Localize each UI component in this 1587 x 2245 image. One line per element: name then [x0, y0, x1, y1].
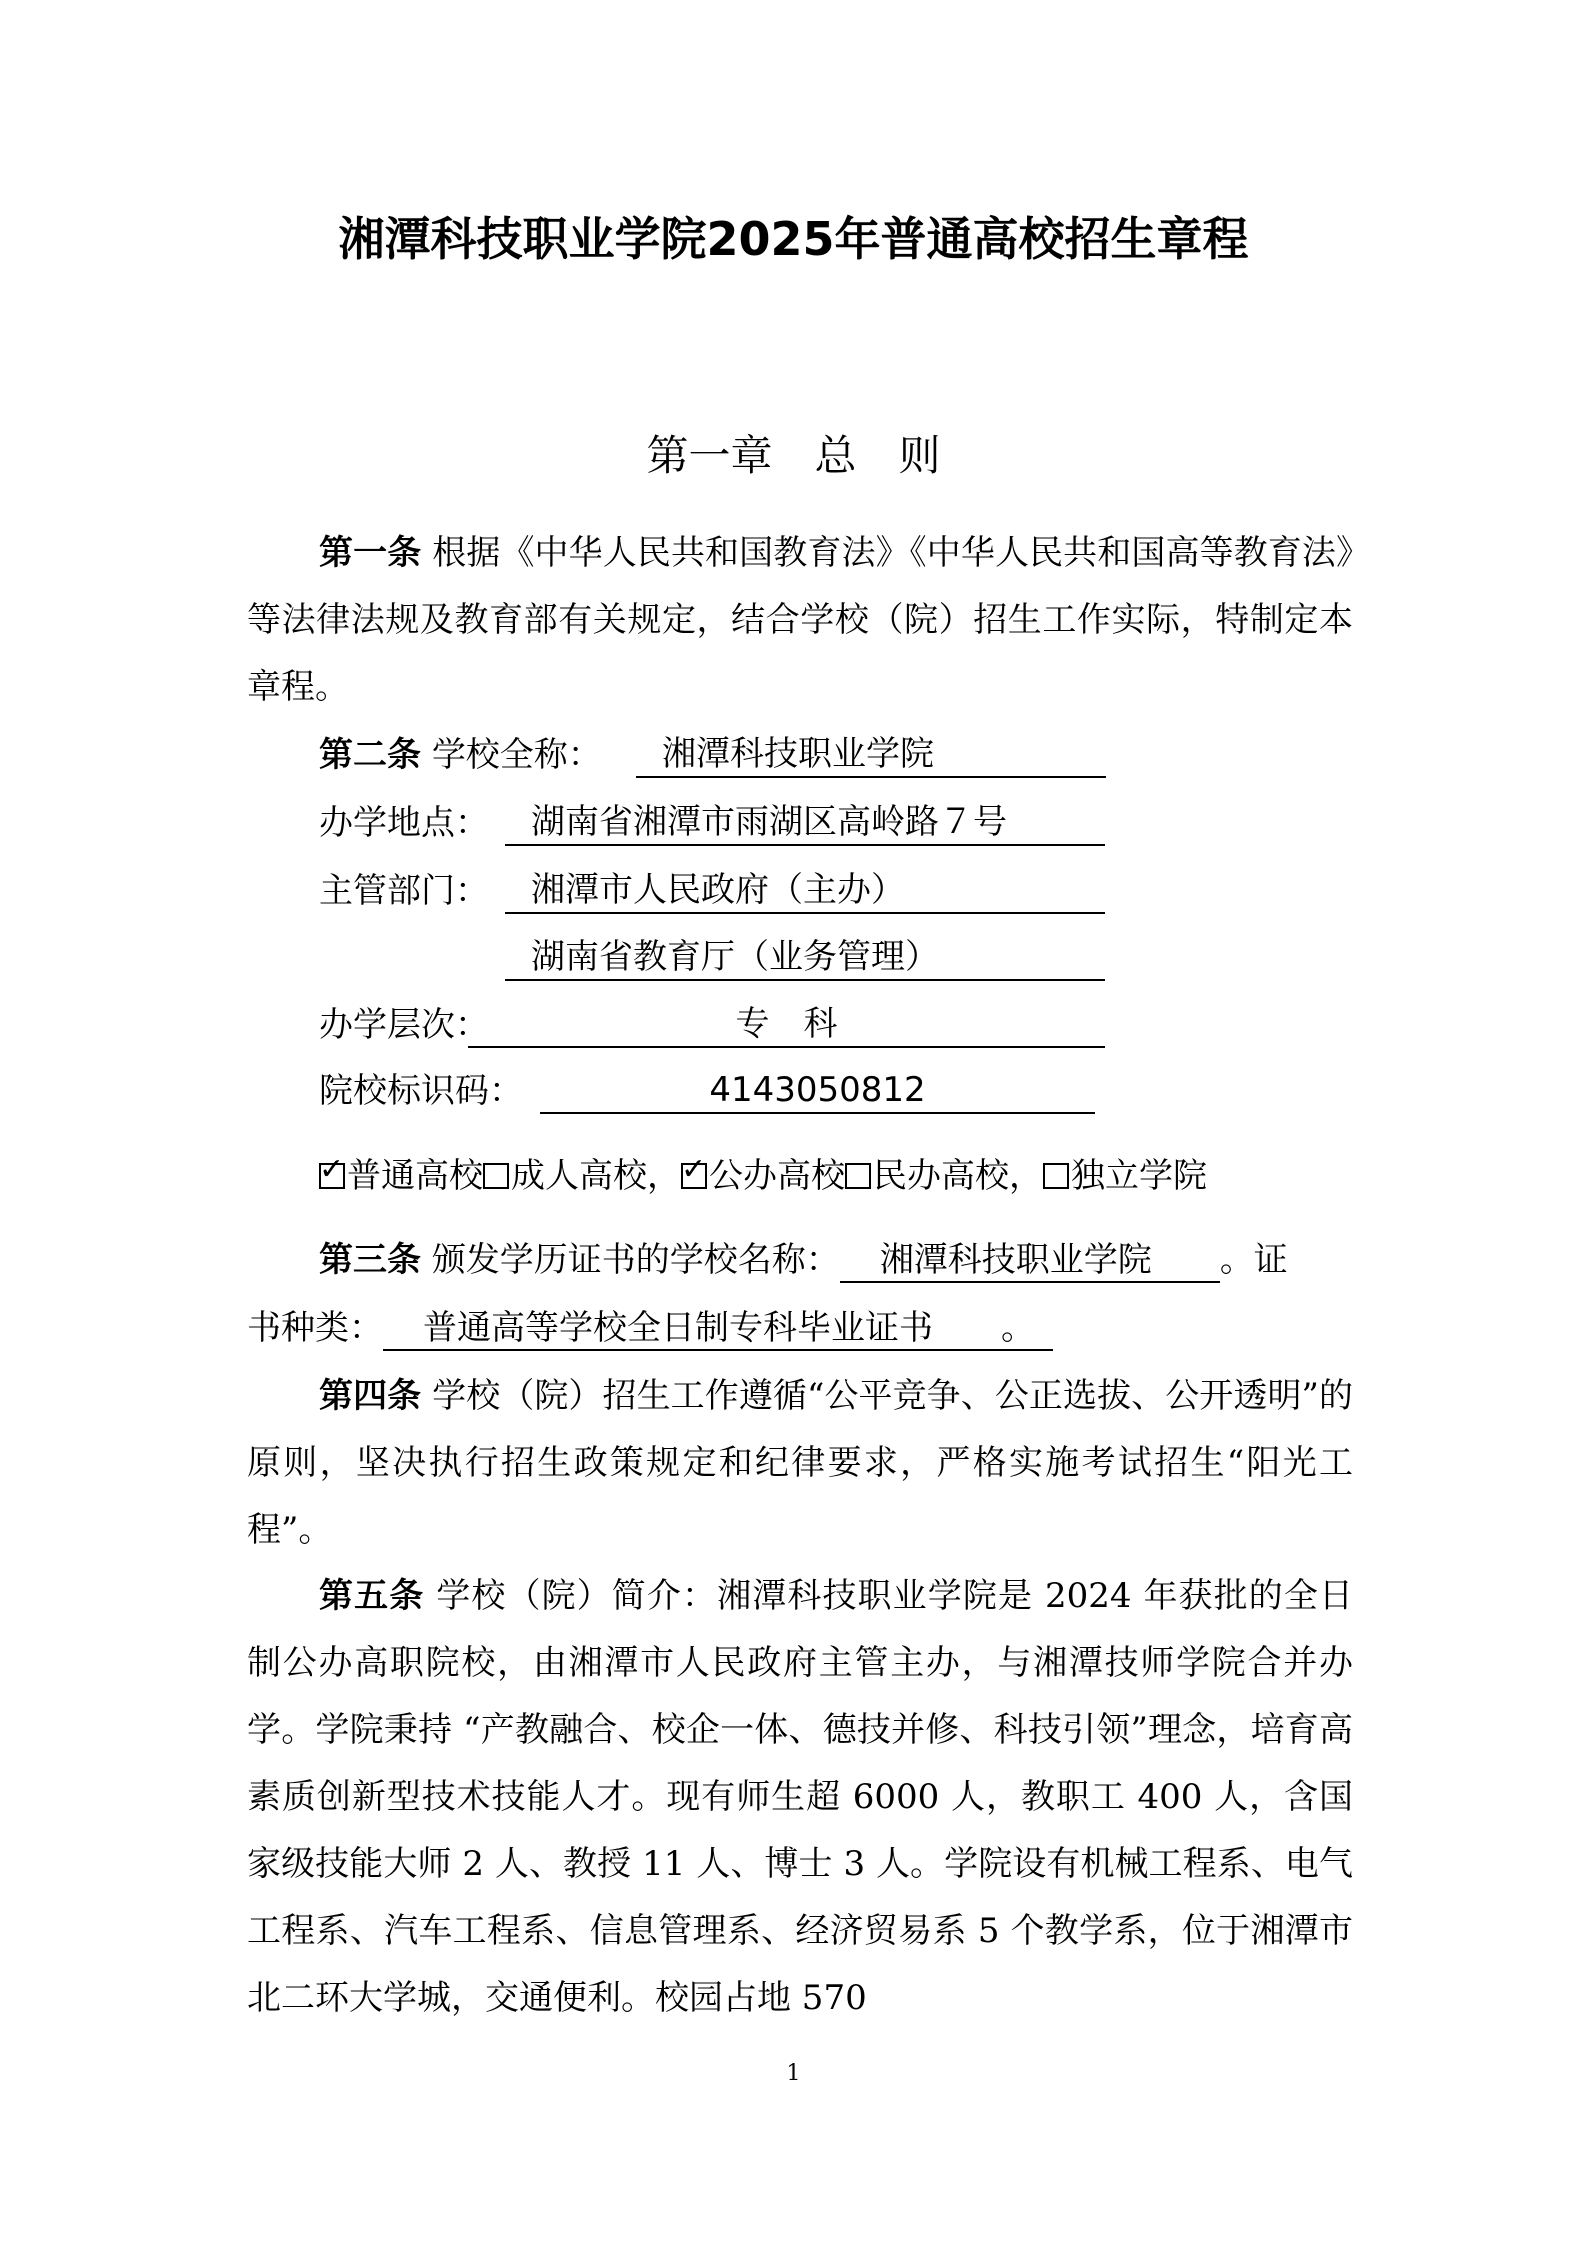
department-label: 主管部门： — [319, 871, 489, 911]
article-4-text: 学校（院）招生工作遵循“公平竞争、公正选拔、公开透明”的原则，坚决执行招生政策规定和纪律要求，严格实施考试招生“阳光工程”。 — [247, 1376, 1353, 1550]
certificate-type-text: 普通高等学校全日制专科毕业证书 — [423, 1308, 933, 1348]
article-5-label: 第五条 — [319, 1576, 425, 1616]
certificate-school-name: 湘潭科技职业学院 — [840, 1239, 1220, 1283]
article-5-text: 学校（院）简介：湘潭科技职业学院是 2024 年获批的全日制公办高职院校，由湘潭市人民政府主管主办，与湘潭技师学院合并办学。学院秉持 “产教融合、校企一体、德技并修、科技引领”理念，培育高素质创新型技术技能人才。现有师生超 6000 人，教职工 400 人，含国家级技能大师 2 人、教授 11 人、博士 3 人。学院设有机械工程系、电气工程系、汽车工程系、信息管理系、经济贸易系 5 个教学系，位于湘潭市北二环大学城，交通便利。校园占地 570 — [247, 1576, 1353, 2018]
certificate-type-value — [383, 1307, 1053, 1351]
page-number: 1 — [786, 2061, 801, 2086]
checkbox-label: 成人高校， — [511, 1156, 681, 1196]
article-3-label: 第三条 — [319, 1240, 421, 1280]
check-icon: ✓ — [319, 1152, 345, 1187]
article-3-line-1 — [319, 1237, 1288, 1283]
article-3-text: 颁发学历证书的学校名称： — [431, 1240, 840, 1280]
department-value-2: 湖南省教育厅（业务管理） — [505, 935, 1105, 981]
level-value: 专 科 — [468, 1002, 1105, 1048]
article-2-label: 第二条 — [319, 735, 421, 775]
article-4 — [247, 1363, 1353, 1564]
article-2-name-row — [319, 732, 602, 778]
article-1 — [247, 520, 1353, 721]
check-icon: ✓ — [681, 1152, 707, 1187]
article-1-text: 根据《中华人民共和国教育法》《中华人民共和国高等教育法》等法律法规及教育部有关规定，结合学校（院）招生工作实际，特制定本章程。 — [247, 533, 1354, 707]
article-5 — [247, 1563, 1353, 2032]
department-value-1: 湘潭市人民政府（主办） — [505, 868, 1105, 914]
checkbox-label: 公办高校 — [709, 1156, 845, 1196]
code-label: 院校标识码： — [319, 1071, 523, 1111]
certificate-type-label: 书种类： — [247, 1308, 383, 1348]
checkbox-public-college[interactable] — [681, 1152, 707, 1189]
checkbox-adult-college[interactable] — [483, 1163, 509, 1189]
checkbox-regular-college[interactable] — [319, 1152, 345, 1189]
article-3-end: 。证 — [1219, 1240, 1288, 1280]
checkbox-private-college[interactable] — [845, 1163, 871, 1189]
article-1-label: 第一条 — [319, 533, 422, 573]
school-name-value: 湘潭科技职业学院 — [636, 732, 1106, 778]
institution-type-row — [319, 1153, 1207, 1199]
checkbox-label: 独立学院 — [1071, 1156, 1207, 1196]
checkbox-independent-college[interactable] — [1043, 1163, 1069, 1189]
address-label: 办学地点： — [319, 803, 489, 843]
address-value: 湖南省湘潭市雨湖区高岭路７号 — [505, 800, 1105, 846]
document-title: 湘潭科技职业学院2025年普通高校招生章程 — [338, 212, 1249, 266]
article-3-line-2 — [247, 1305, 1053, 1351]
checkbox-label: 普通高校 — [347, 1156, 483, 1196]
article-4-label: 第四条 — [319, 1376, 422, 1416]
code-value: 4143050812 — [540, 1068, 1095, 1114]
school-name-label: 学校全称： — [431, 735, 602, 775]
certificate-type-end: 。 — [1001, 1308, 1035, 1348]
chapter-heading: 第一章 总 则 — [646, 431, 941, 480]
checkbox-label: 民办高校， — [873, 1156, 1043, 1196]
level-label: 办学层次： — [319, 1005, 489, 1045]
